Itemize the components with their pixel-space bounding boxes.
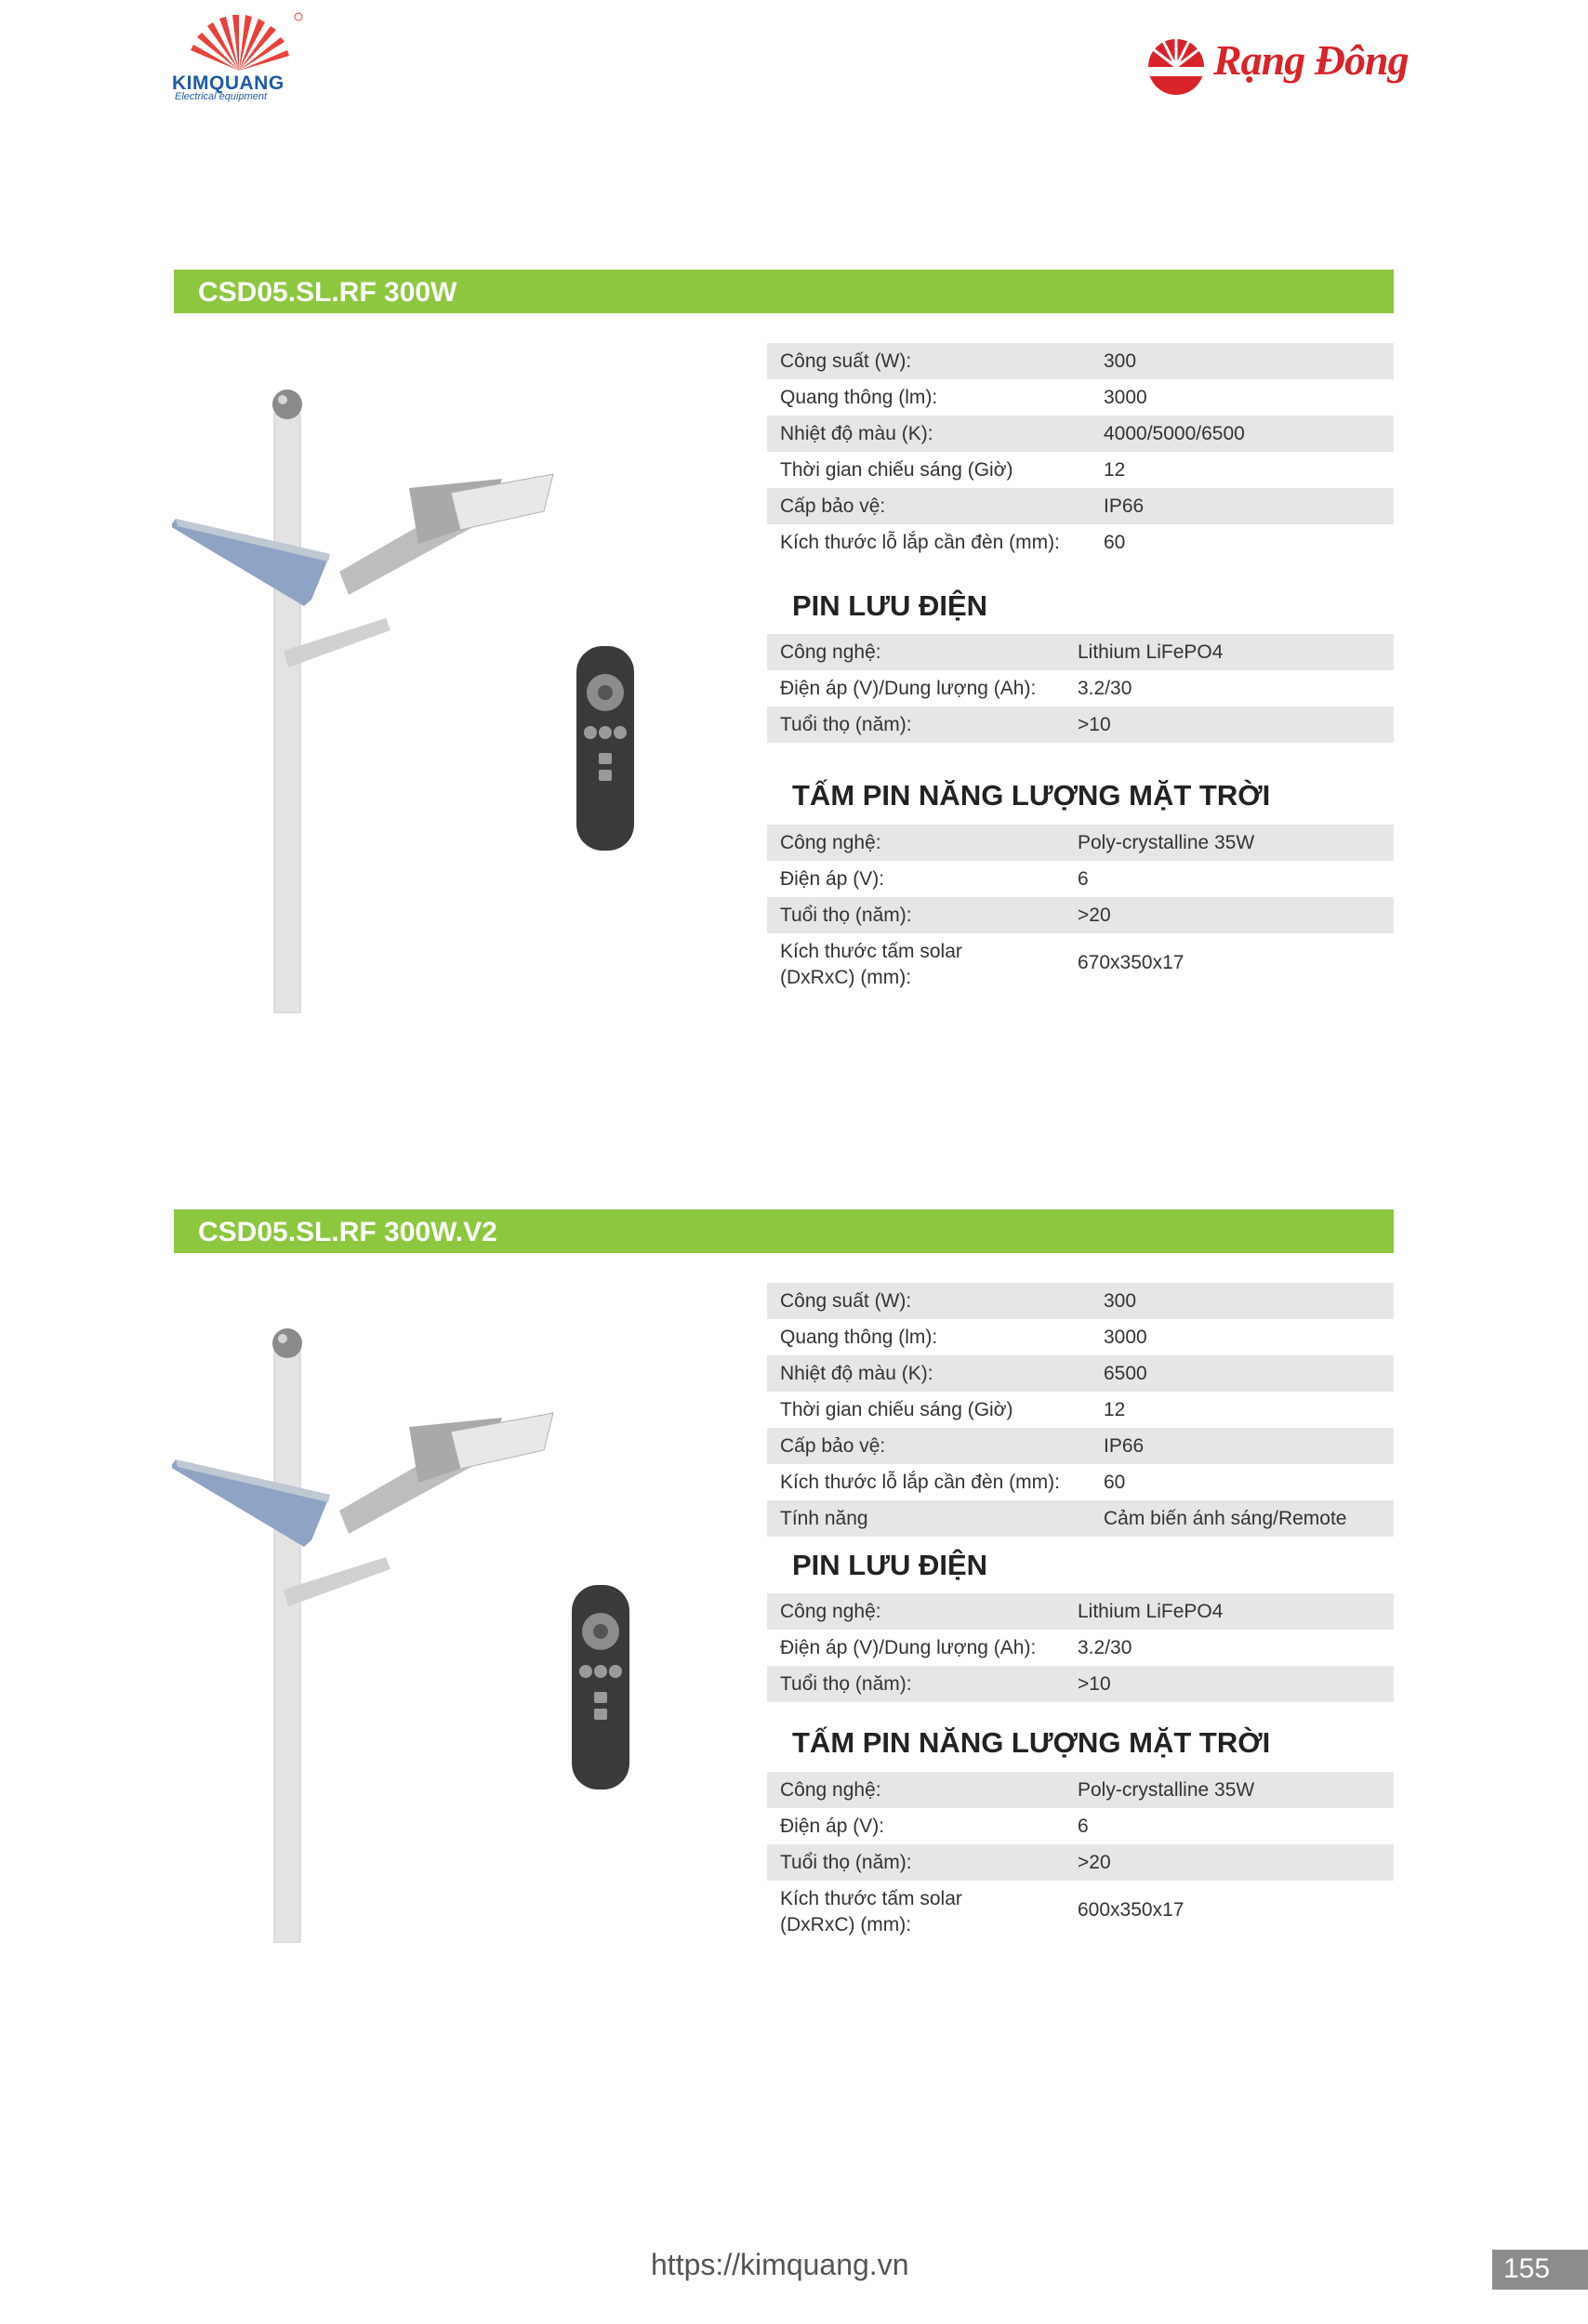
table-row <box>767 1772 1394 1808</box>
spec-label: Công nghệ: <box>780 1779 881 1801</box>
spec-label: Tuổi thọ (năm): <box>780 714 912 735</box>
table-row <box>767 670 1394 706</box>
spec-value: >20 <box>1078 905 1111 926</box>
spec-label: Tuổi thọ (năm): <box>780 1852 912 1873</box>
spec-value: Poly-crystalline 35W <box>1078 1779 1255 1801</box>
spec-label: Kích thước lỗ lắp cần đèn (mm): <box>780 1472 1060 1493</box>
spec-label: Nhiệt độ màu (K): <box>780 423 933 444</box>
spec-value: 3.2/30 <box>1078 678 1132 699</box>
spec-value: Lithium LiFePO4 <box>1078 641 1224 663</box>
spec-value: 12 <box>1104 1399 1126 1420</box>
remote-control-icon <box>576 646 634 851</box>
spec-value: 60 <box>1104 532 1126 553</box>
spec-value: 300 <box>1104 1290 1137 1312</box>
product-title: CSD05.SL.RF 300W.V2 <box>198 1217 497 1248</box>
table-row <box>767 343 1394 379</box>
table-row <box>767 706 1394 743</box>
table-row <box>767 1666 1394 1702</box>
spec-label-line: (DxRxC) (mm): <box>780 1914 912 1935</box>
table-row <box>767 524 1394 561</box>
battery-table <box>767 1593 1394 1702</box>
table-row <box>767 1428 1394 1464</box>
spec-value: 3.2/30 <box>1078 1637 1132 1658</box>
table-row <box>767 1844 1394 1881</box>
spec-label <box>780 939 962 991</box>
spec-label: Kích thước lỗ lắp cần đèn (mm): <box>780 532 1060 553</box>
table-row <box>767 1881 1394 1940</box>
spec-label: Điện áp (V): <box>780 1816 885 1837</box>
kimquang-tagline: Electrical equipment <box>175 91 268 102</box>
table-row <box>767 1355 1394 1392</box>
product-title-bar <box>174 270 1394 313</box>
spec-label: Quang thông (lm): <box>780 387 938 408</box>
solar-panel-table <box>767 825 1394 993</box>
spec-value: IP66 <box>1104 495 1145 517</box>
spec-value: >10 <box>1078 1673 1111 1695</box>
spec-value: 300 <box>1104 350 1137 372</box>
battery-heading: PIN LƯU ĐIỆN <box>792 589 988 622</box>
table-row <box>767 861 1394 897</box>
solar-panel-table <box>767 1772 1394 1940</box>
table-row <box>767 1392 1394 1428</box>
table-row <box>767 1319 1394 1355</box>
spec-label: Công nghệ: <box>780 641 881 663</box>
product-title: CSD05.SL.RF 300W <box>198 277 457 308</box>
kimquang-brand-name: KIMQUANG <box>172 73 285 94</box>
battery-table <box>767 634 1394 743</box>
spec-label: Tính năng <box>780 1508 868 1529</box>
product-title-bar <box>174 1209 1394 1253</box>
spec-table <box>767 1283 1394 1537</box>
table-row <box>767 897 1394 933</box>
spec-label: Thời gian chiếu sáng (Giờ) <box>780 459 1013 481</box>
spec-value: 12 <box>1104 459 1126 481</box>
spec-value: Lithium LiFePO4 <box>1078 1601 1224 1622</box>
spec-label: Tuổi thọ (năm): <box>780 905 912 926</box>
spec-table <box>767 343 1394 561</box>
spec-label: Điện áp (V)/Dung lượng (Ah): <box>780 678 1037 699</box>
solar-panel-heading: TẤM PIN NĂNG LƯỢNG MẶT TRỜI <box>792 779 1271 812</box>
spec-value: 6 <box>1078 868 1089 890</box>
spec-value: 3000 <box>1104 1327 1147 1348</box>
spec-label: Cấp bảo vệ: <box>780 1435 886 1457</box>
spec-value: 670x350x17 <box>1078 952 1184 973</box>
table-row <box>767 1283 1394 1319</box>
spec-label: Điện áp (V)/Dung lượng (Ah): <box>780 1637 1037 1658</box>
table-row <box>767 1808 1394 1844</box>
table-row <box>767 416 1394 452</box>
table-row <box>767 825 1394 861</box>
spec-value: 3000 <box>1104 387 1147 408</box>
table-row <box>767 488 1394 524</box>
spec-label: Quang thông (lm): <box>780 1327 938 1348</box>
table-row <box>767 1500 1394 1537</box>
battery-heading: PIN LƯU ĐIỆN <box>792 1549 988 1581</box>
table-row <box>767 1593 1394 1630</box>
table-row <box>767 634 1394 670</box>
spec-value: 600x350x17 <box>1078 1899 1184 1921</box>
spec-value: 6500 <box>1104 1363 1147 1384</box>
remote-control-icon <box>572 1585 629 1789</box>
spec-label-line: Kích thước tấm solar <box>780 1888 962 1909</box>
spec-label <box>780 1886 962 1938</box>
solar-panel-heading: TẤM PIN NĂNG LƯỢNG MẶT TRỜI <box>792 1726 1271 1759</box>
spec-label: Công nghệ: <box>780 1601 881 1622</box>
rangdong-logo-icon <box>1139 28 1213 98</box>
spec-value: 60 <box>1104 1472 1126 1493</box>
spec-value: 4000/5000/6500 <box>1104 423 1245 444</box>
table-row <box>767 1464 1394 1500</box>
solar-street-light-image <box>172 372 655 1013</box>
website-link[interactable]: https://kimquang.vn <box>651 2248 909 2281</box>
spec-label: Công suất (W): <box>780 350 912 372</box>
spec-value: >10 <box>1078 714 1111 735</box>
spec-label: Điện áp (V): <box>780 868 885 890</box>
table-row <box>767 452 1394 488</box>
spec-label: Công suất (W): <box>780 1290 912 1312</box>
spec-value: 6 <box>1078 1816 1089 1837</box>
solar-street-light-image <box>172 1301 655 1943</box>
rangdong-brand-name: Rạng Đông <box>1213 36 1409 84</box>
spec-label-line: Kích thước tấm solar <box>780 941 962 962</box>
spec-label: Thời gian chiếu sáng (Giờ) <box>780 1399 1013 1420</box>
spec-label-line: (DxRxC) (mm): <box>780 967 912 988</box>
spec-value: Poly-crystalline 35W <box>1078 832 1255 853</box>
spec-label: Cấp bảo vệ: <box>780 495 886 517</box>
spec-value: Cảm biến ánh sáng/Remote <box>1104 1508 1347 1529</box>
spec-label: Nhiệt độ màu (K): <box>780 1363 933 1384</box>
spec-label: Tuổi thọ (năm): <box>780 1673 912 1695</box>
page-number: 155 <box>1492 2250 1588 2290</box>
spec-value: IP66 <box>1104 1435 1145 1457</box>
spec-value: >20 <box>1078 1852 1111 1873</box>
spec-label: Công nghệ: <box>780 832 881 853</box>
table-row <box>767 1630 1394 1666</box>
table-row <box>767 933 1394 993</box>
table-row <box>767 379 1394 416</box>
